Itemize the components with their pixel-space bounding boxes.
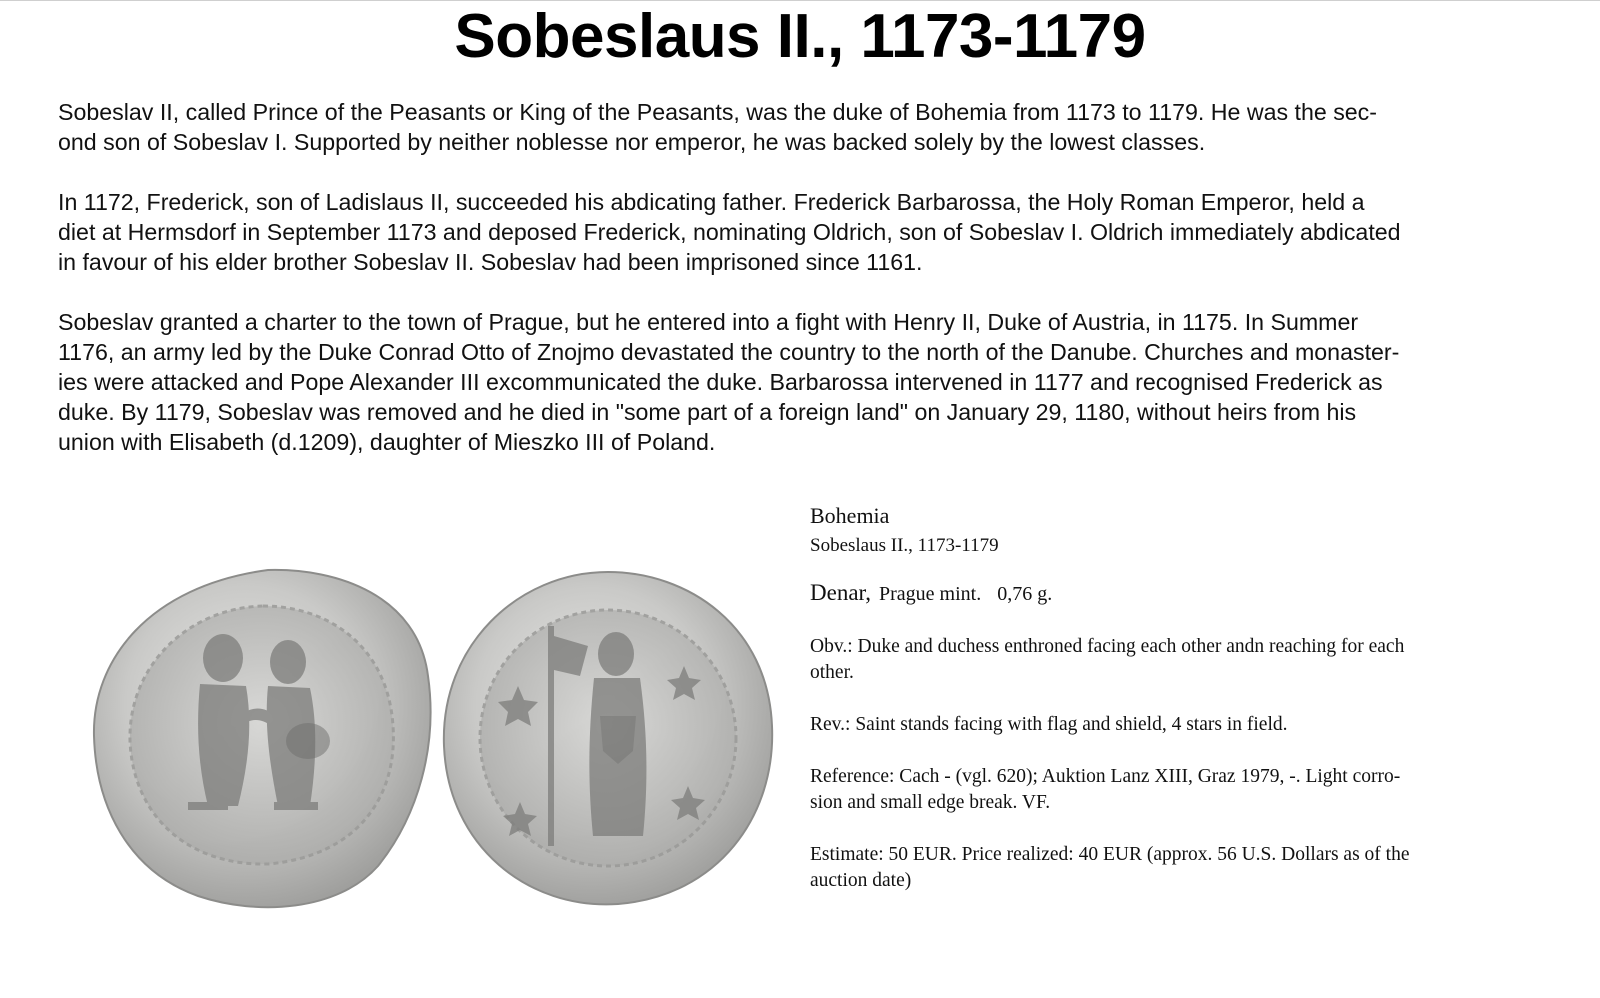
lot-estimate: Estimate: 50 EUR. Price realized: 40 EUR (approx. 56 U.S. Dollars as of the auction date) [810,844,1410,891]
page-title: Sobeslaus II., 1173-1179 [454,2,1146,71]
lot-obverse: Obv.: Duke and duchess enthroned facing each other andn reaching for each other. [810,636,1405,683]
lot-mint: Prague mint. [879,583,982,605]
coin-photo-svg [88,566,790,914]
lot-denomination: Denar, [810,580,872,605]
intro-paragraph-2: In 1172, Frederick, son of Ladislaus II, succeeded his abdicating father. Frederick Barbarossa, the Holy Roman Emperor, held a diet at Hermsdorf in September 1173 and deposed Frederick, nominating Oldrich, son of Sobeslav I. Oldrich immediately abdicated in favour of his elder brother Sobeslav II. Sobeslav had been imprisoned since 1161. [58,189,1401,275]
lot-reverse: Rev.: Saint stands facing with flag and shield, 4 stars in field. [810,714,1288,735]
intro-text [58,97,1558,487]
reverse-coin [444,572,772,904]
intro-paragraph-3: Sobeslav granted a charter to the town of Prague, but he entered into a fight with Henry II, Duke of Austria, in 1175. In Summer 1176, an army led by the Duke Conrad Otto of Znojmo devastated the country to the north of the Danube. Churches and monaster- ies were attacked and Pope Alexander III excommunicated the duke. Barbarossa intervened in 1177 and recognised Frederick as duke. By 1179, Sobeslav was removed and he died in "some part of a foreign land" on January 29, 1180, without heirs from his union with Elisabeth (d.1209), daughter of Mieszko III of Poland. [58,309,1400,455]
lot-country: Bohemia [810,503,890,528]
obverse-coin [94,570,431,907]
coin-photo [88,566,790,914]
intro-paragraph-1: Sobeslav II, called Prince of the Peasants or King of the Peasants, was the duke of Bohemia from 1173 to 1179. He was the sec- ond son of Sobeslav I. Supported by neither noblesse nor emperor, he was backed solely by the lowest classes. [58,99,1378,155]
lot-ruler: Sobeslaus II., 1173-1179 [810,535,999,556]
lot-weight: 0,76 g. [997,583,1053,605]
lot-description [810,502,1530,894]
lot-denomination-line [810,580,1530,608]
lot-reference: Reference: Cach - (vgl. 620); Auktion Lanz XIII, Graz 1979, -. Light corro- sion and small edge break. VF. [810,766,1401,813]
